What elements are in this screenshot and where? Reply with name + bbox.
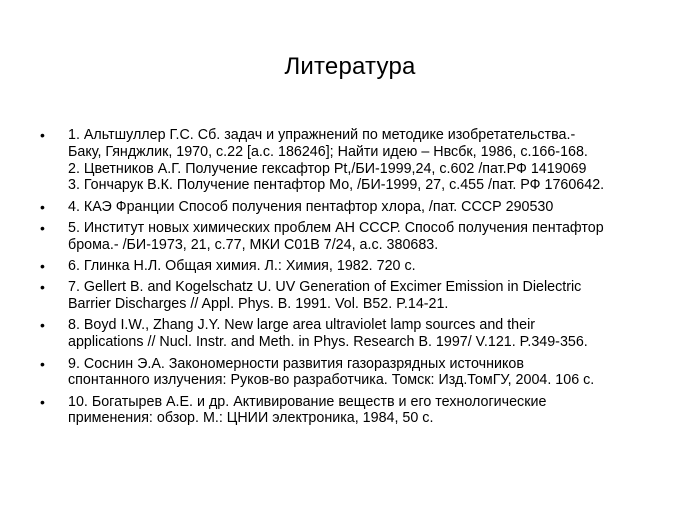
bullet-icon: • <box>40 198 45 215</box>
reference-line: 8. Boyd I.W., Zhang J.Y. New large area ultraviolet lamp sources and their <box>68 317 536 334</box>
reference-line: 10. Богатырев А.Е. и др. Активирование веществ и его технологические <box>68 393 547 410</box>
reference-item <box>40 356 680 390</box>
reference-line: спонтанного излучения: Руков-во разработчика. Томск: Изд.ТомГУ, 2004. 106 с. <box>68 372 595 389</box>
slide-title: Литература <box>284 53 416 80</box>
bullet-icon: • <box>40 355 45 372</box>
reference-line: 5. Институт новых химических проблем АН СССР. Способ получения пентафтор <box>68 219 604 236</box>
reference-list <box>40 127 680 432</box>
bullet-icon: • <box>40 258 45 275</box>
bullet-icon: • <box>40 219 45 236</box>
reference-line: applications // Nucl. Instr. and Meth. in Phys. Research B. 1997/ V.121. P.349-356. <box>68 334 588 351</box>
reference-line: Barrier Discharges // Appl. Phys. B. 1991. Vol. B52. P.14-21. <box>68 296 449 313</box>
reference-line: 4. КАЭ Франции Способ получения пентафтор хлора, /пат. СССР 290530 <box>68 198 554 215</box>
reference-item <box>40 199 680 216</box>
reference-line: Баку, Гянджлик, 1970, с.22 [а.с. 186246]; Найти идею – Нвсбк, 1986, с.166-168. <box>68 143 588 160</box>
reference-line: брома.- /БИ-1973, 21, с.77, МКИ С01В 7/24, а.с. 380683. <box>68 236 439 253</box>
reference-item <box>40 279 680 313</box>
reference-line: 7. Gellert B. and Kogelschatz U. UV Generation of Excimer Emission in Dielectric <box>68 279 582 296</box>
bullet-icon: • <box>40 127 45 143</box>
reference-item <box>40 220 680 254</box>
reference-item <box>40 317 680 351</box>
reference-line: применения: обзор. М.: ЦНИИ электроника, 1984, 50 с. <box>68 410 434 427</box>
reference-item <box>40 394 680 428</box>
bullet-icon: • <box>40 393 45 410</box>
bullet-icon: • <box>40 317 45 334</box>
reference-line: 6. Глинка Н.Л. Общая химия. Л.: Химия, 1982. 720 с. <box>68 258 416 275</box>
bullet-icon: • <box>40 279 45 296</box>
reference-line: 2. Цветников А.Г. Получение гексафтор Pt,/БИ-1999,24, с.602 /пат.РФ 1419069 <box>68 160 587 177</box>
reference-item <box>40 258 680 275</box>
reference-line: 3. Гончарук В.К. Получение пентафтор Мо, /БИ-1999, 27, с.455 /пат. РФ 1760642. <box>68 177 605 194</box>
reference-line: 9. Соснин Э.А. Закономерности развития газоразрядных источников <box>68 355 524 372</box>
reference-line: 1. Альтшуллер Г.С. Сб. задач и упражнений по методике изобретательства.- <box>68 127 576 143</box>
reference-item <box>40 127 680 194</box>
